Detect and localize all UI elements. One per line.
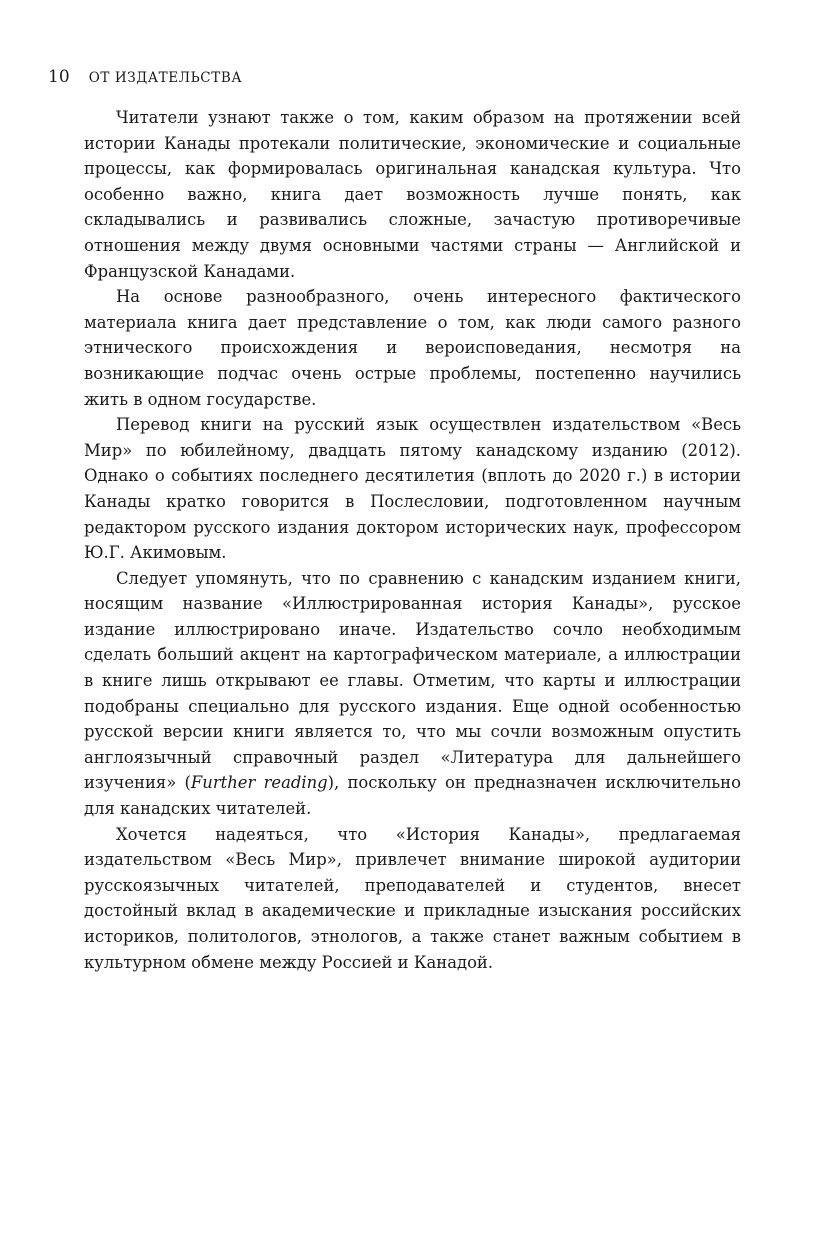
paragraph-2: На основе разнообразного, очень интересного фактического материала книга дает представление о том, как люди самого разного этнического происхождения и вероисповедания, несмотря на возникающие подчас очень острые проблемы, постепенно научились жить в одном государстве. <box>84 287 741 409</box>
paragraph-3: Перевод книги на русский язык осуществлен издательством «Весь Мир» по юбилейному, двадцать пятому канадскому изданию (2012). Однако о событиях последнего десятилетия (вплоть до 2020 г.) в истории Канады кратко говорится в Послесловии, подготовленном научным редактором русского издания доктором исторических наук, профессором Ю.Г. Акимовым. <box>84 415 741 563</box>
paragraph-4-text-start: Следует упомянуть, что по сравнению с канадским изданием книги, носящим название «Иллюстрированная история Канады», русское издание иллюстрировано иначе. Издательство сочло необходимым сделать больший акцент на картографическом материале, а иллюстрации в книге лишь открывают ее главы. Отметим, что карты и иллюстрации подобраны специально для русского издания. Еще одной особенностью русской версии книги является то, что мы сочли возможным опустить англоязычный справочный раздел «Литература для дальнейшего изучения» ( <box>84 568 741 793</box>
page-number: 10 <box>48 67 70 87</box>
section-title: ОТ ИЗДАТЕЛЬСТВА <box>88 70 243 86</box>
paragraph-5: Хочется надеяться, что «История Канады», предлагаемая издательством «Весь Мир», привлечет внимание широкой аудитории русскоязычных читателей, преподавателей и студентов, внесет достойный вклад в академические и прикладные изыскания российских историков, политологов, этнологов, а также станет важным событием в культурном обмене между Россией и Канадой. <box>84 824 741 972</box>
body-text <box>84 105 741 975</box>
paragraph-4-italic-title: Further reading <box>190 773 328 793</box>
paragraph-4 <box>84 566 741 822</box>
paragraph-1: Читатели узнают также о том, каким образом на протяжении всей истории Канады протекали политические, экономические и социальные процессы, как формировалась оригинальная канадская культура. Что особенно важно, книга дает возможность лучше понять, как складывались и развивались сложные, зачастую противоречивые отношения между двумя основными частями страны — Английской и Французской Канадами. <box>84 108 741 281</box>
running-head <box>48 67 748 89</box>
paragraph-4-text-end: ), поскольку он предназначен исключительно для канадских читателей. <box>84 773 741 819</box>
